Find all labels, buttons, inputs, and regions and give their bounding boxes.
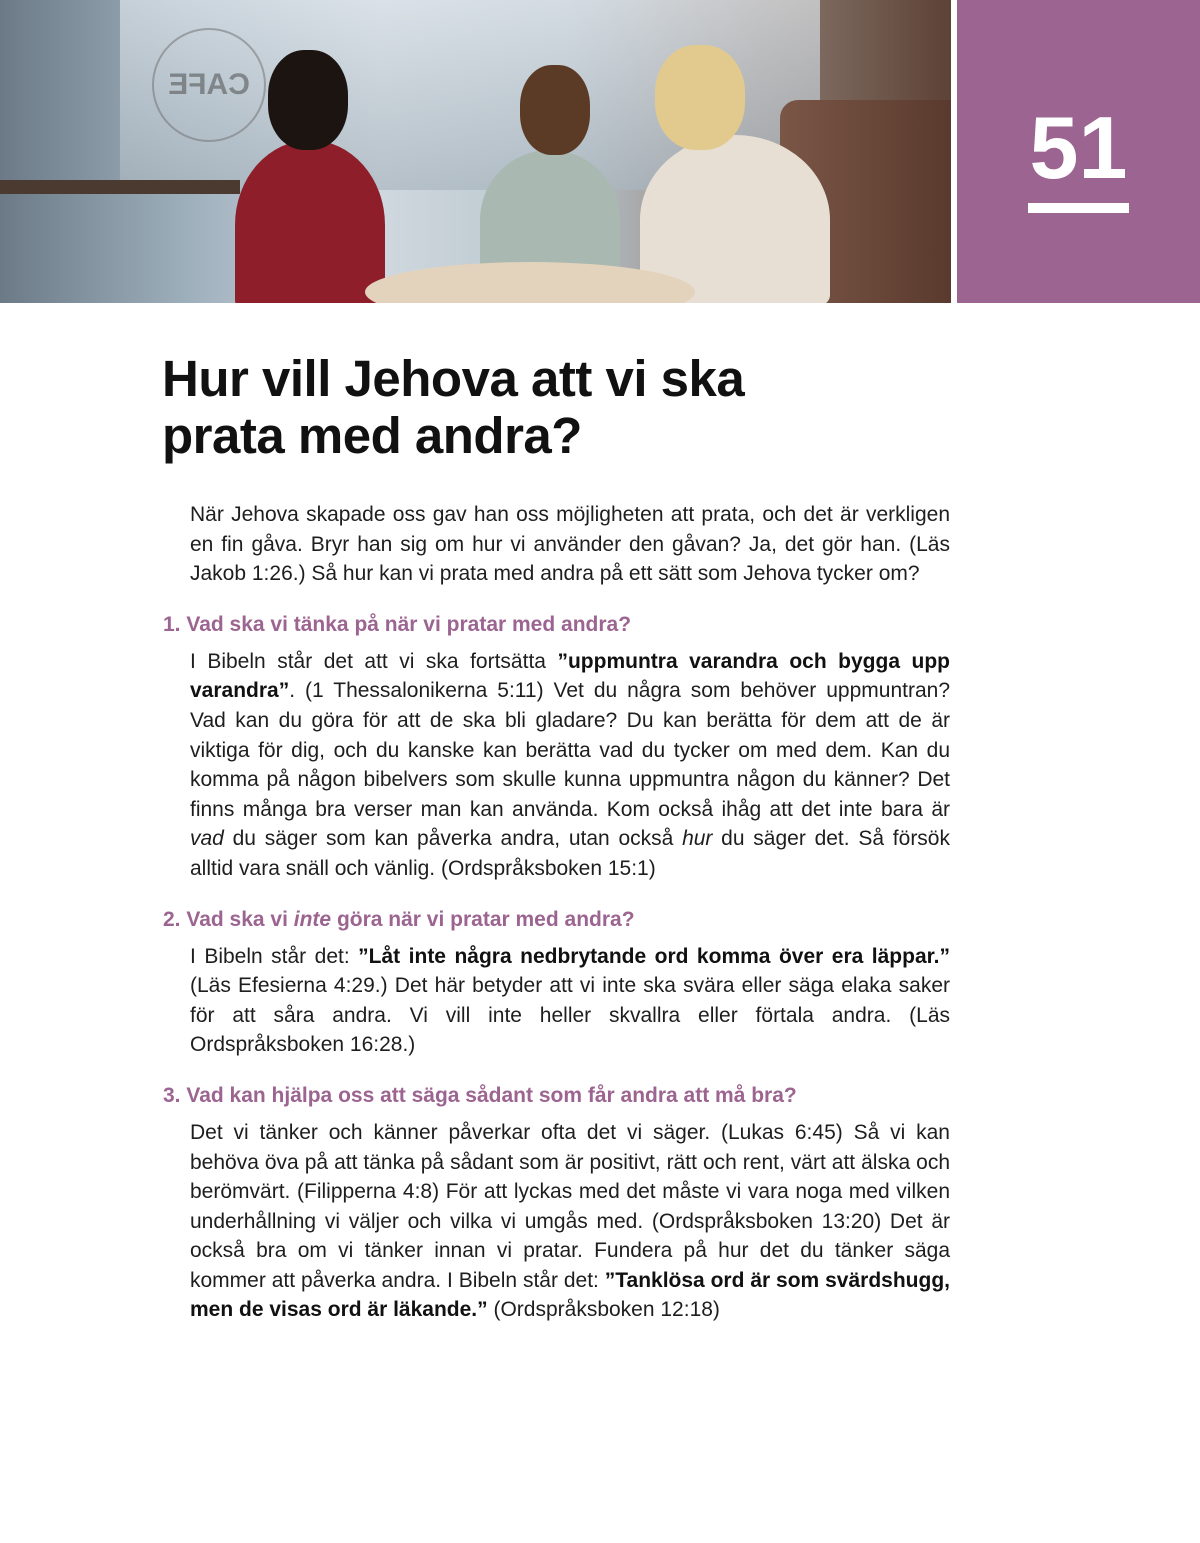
cafe-sign: CAFE [152,28,266,142]
person-red-sweater-head [268,50,348,150]
heading-emphasis: inte [293,907,332,931]
bible-quote: ”Tanklösa ord är som svärdshugg, men de visas ord är läkande.” [190,1268,950,1322]
person-red-sweater [235,140,385,303]
text: I Bibeln står det: [190,944,359,968]
bible-quote: ”uppmuntra varandra och bygga upp varandra” [190,649,950,703]
heading-text: göra när vi pratar med andra? [331,907,635,931]
lesson-number: 51 [1029,98,1128,197]
person-blonde-head [655,45,745,150]
cafe-counter [0,180,240,194]
section-3 [163,1082,950,1325]
lesson-number-underline [1028,203,1129,213]
emphasis: vad [190,827,224,851]
bible-quote: ”Låt inte några nedbrytande ord komma över era läppar.” [358,944,950,968]
person-middle-head [520,65,590,155]
heading-text: 1. Vad ska vi tänka på när vi pratar med andra? [163,612,632,636]
lesson-number-badge [957,0,1200,303]
text: I Bibeln står det att vi ska fortsätta [190,649,558,673]
section-heading [163,611,950,639]
text: (Läs Efesierna 4:29.) Det här betyder att vi inte ska svära eller säga elaka saker för att såra andra. Vi vill inte heller skvallra eller förtala andra. (Läs Ordspråksboken 16:28.) [190,974,950,1057]
section-heading [163,906,950,934]
section-1 [163,611,950,884]
page-title: Hur vill Jehova att vi ska prata med andra? [162,350,745,464]
text: Det vi tänker och känner påverkar ofta det vi säger. (Lukas 6:45) Så vi kan behöva öva på att tänka på sådant som är positivt, rätt och rent, värt att älska och berömvärt. (Filipperna 4:8) För att lyckas med det måste vi vara noga med vilken underhållning vi väljer och vilka vi umgås med. (Ordspråksboken 13:20) Det är också bra om vi tänker innan vi pratar. Fundera på hur det du tänker säga kommer att påverka andra. I Bibeln står det: [190,1120,950,1292]
heading-text: 3. Vad kan hjälpa oss att säga sådant som får andra att må bra? [163,1083,797,1107]
article-body [163,500,950,1347]
intro-paragraph: När Jehova skapade oss gav han oss möjligheten att prata, och det är verkligen en fin gåva. Bryr han sig om hur vi använder den gåvan? Ja, det gör han. (Läs Jakob 1:26.) Så hur kan vi prata med andra på ett sätt som Jehova tycker om? [190,503,950,586]
text: du säger det. Så försök alltid vara snäll och vänlig. (Ordspråksboken 15:1) [190,827,950,880]
text: . (1 Thessalonikerna 5:11) Vet du några som behöver uppmuntran? Vad kan du göra för att de ska bli gladare? Du kan berätta för dem att de är viktiga för dig, och du kanske kan berätta vad du tycker om med dem. Kan du komma på någon bibelvers som skulle kunna uppmuntra någon du känner? Det finns många bra verser man kan använda. Kom också ihåg att det inte bara är [190,679,950,821]
section-2 [163,906,950,1060]
section-paragraph [190,942,950,1060]
section-heading [163,1082,950,1110]
header-photo [0,0,951,303]
emphasis: hur [682,827,713,851]
text: du säger som kan påverka andra, utan också [223,827,683,851]
text: (Ordspråksboken 12:18) [487,1298,720,1322]
section-paragraph [190,1118,950,1325]
heading-text: 2. Vad ska vi [163,907,294,931]
section-paragraph [190,647,950,884]
